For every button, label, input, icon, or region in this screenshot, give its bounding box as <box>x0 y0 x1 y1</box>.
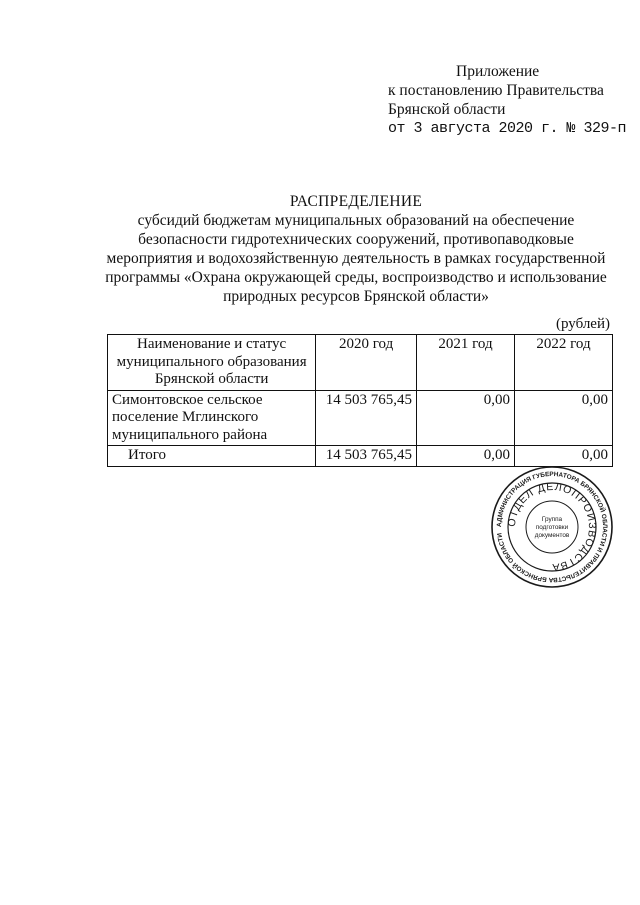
appendix-date-line: от 3 августа 2020 г. № 329-п <box>388 120 627 137</box>
cell-2021: 0,00 <box>417 390 515 446</box>
total-label: Итого <box>108 446 316 467</box>
cell-2020: 14 503 765,45 <box>316 390 417 446</box>
appendix-line-1: к постановлению Правительства <box>388 82 604 99</box>
stamp-outer-text: АДМИНИСТРАЦИЯ ГУБЕРНАТОРА БРЯНСКОЙ ОБЛАСТИ И ПРАВИТЕЛЬСТВА БРЯНСКОЙ ОБЛАСТИ <box>495 470 609 584</box>
table-row <box>108 390 613 446</box>
heading-line-2: безопасности гидротехнических сооружений, противопаводковые <box>138 231 574 248</box>
header-2022: 2022 год <box>514 335 612 391</box>
table-total-row <box>108 446 613 467</box>
heading-line-1: субсидий бюджетам муниципальных образований на обеспечение <box>137 212 575 229</box>
stamp-center-line-1: Группа <box>541 516 563 523</box>
appendix-line-2: Брянской области <box>388 101 506 118</box>
distribution-table <box>107 334 613 467</box>
stamp-center-line-3: документов <box>534 532 570 539</box>
stamp-center-line-2: подготовки <box>535 524 569 531</box>
heading-line-4: программы «Охрана окружающей среды, воспроизводство и использование <box>105 269 607 286</box>
document-title: РАСПРЕДЕЛЕНИЕ <box>289 193 423 210</box>
table-header-row <box>108 335 613 391</box>
header-2020: 2020 год <box>316 335 417 391</box>
total-2022: 0,00 <box>514 446 612 467</box>
appendix-block <box>388 62 626 138</box>
total-2020: 14 503 765,45 <box>316 446 417 467</box>
appendix-title: Приложение <box>456 63 540 80</box>
department-stamp <box>490 465 614 589</box>
heading-line-5: природных ресурсов Брянской области» <box>223 288 489 305</box>
header-municipality: Наименование и статус муниципального образования Брянской области <box>108 335 316 391</box>
total-2021: 0,00 <box>417 446 515 467</box>
document-heading <box>100 192 612 306</box>
units-label: (рублей) <box>555 316 610 332</box>
cell-municipality: Симонтовское сельское поселение Мглинского муниципального района <box>108 390 316 446</box>
stamp-middle-text: ОТДЕЛ ДЕЛОПРОИЗВОДСТВА <box>505 480 599 574</box>
heading-line-3: мероприятия и водохозяйственную деятельность в рамках государственной <box>106 250 606 267</box>
cell-2022: 0,00 <box>514 390 612 446</box>
header-2021: 2021 год <box>417 335 515 391</box>
